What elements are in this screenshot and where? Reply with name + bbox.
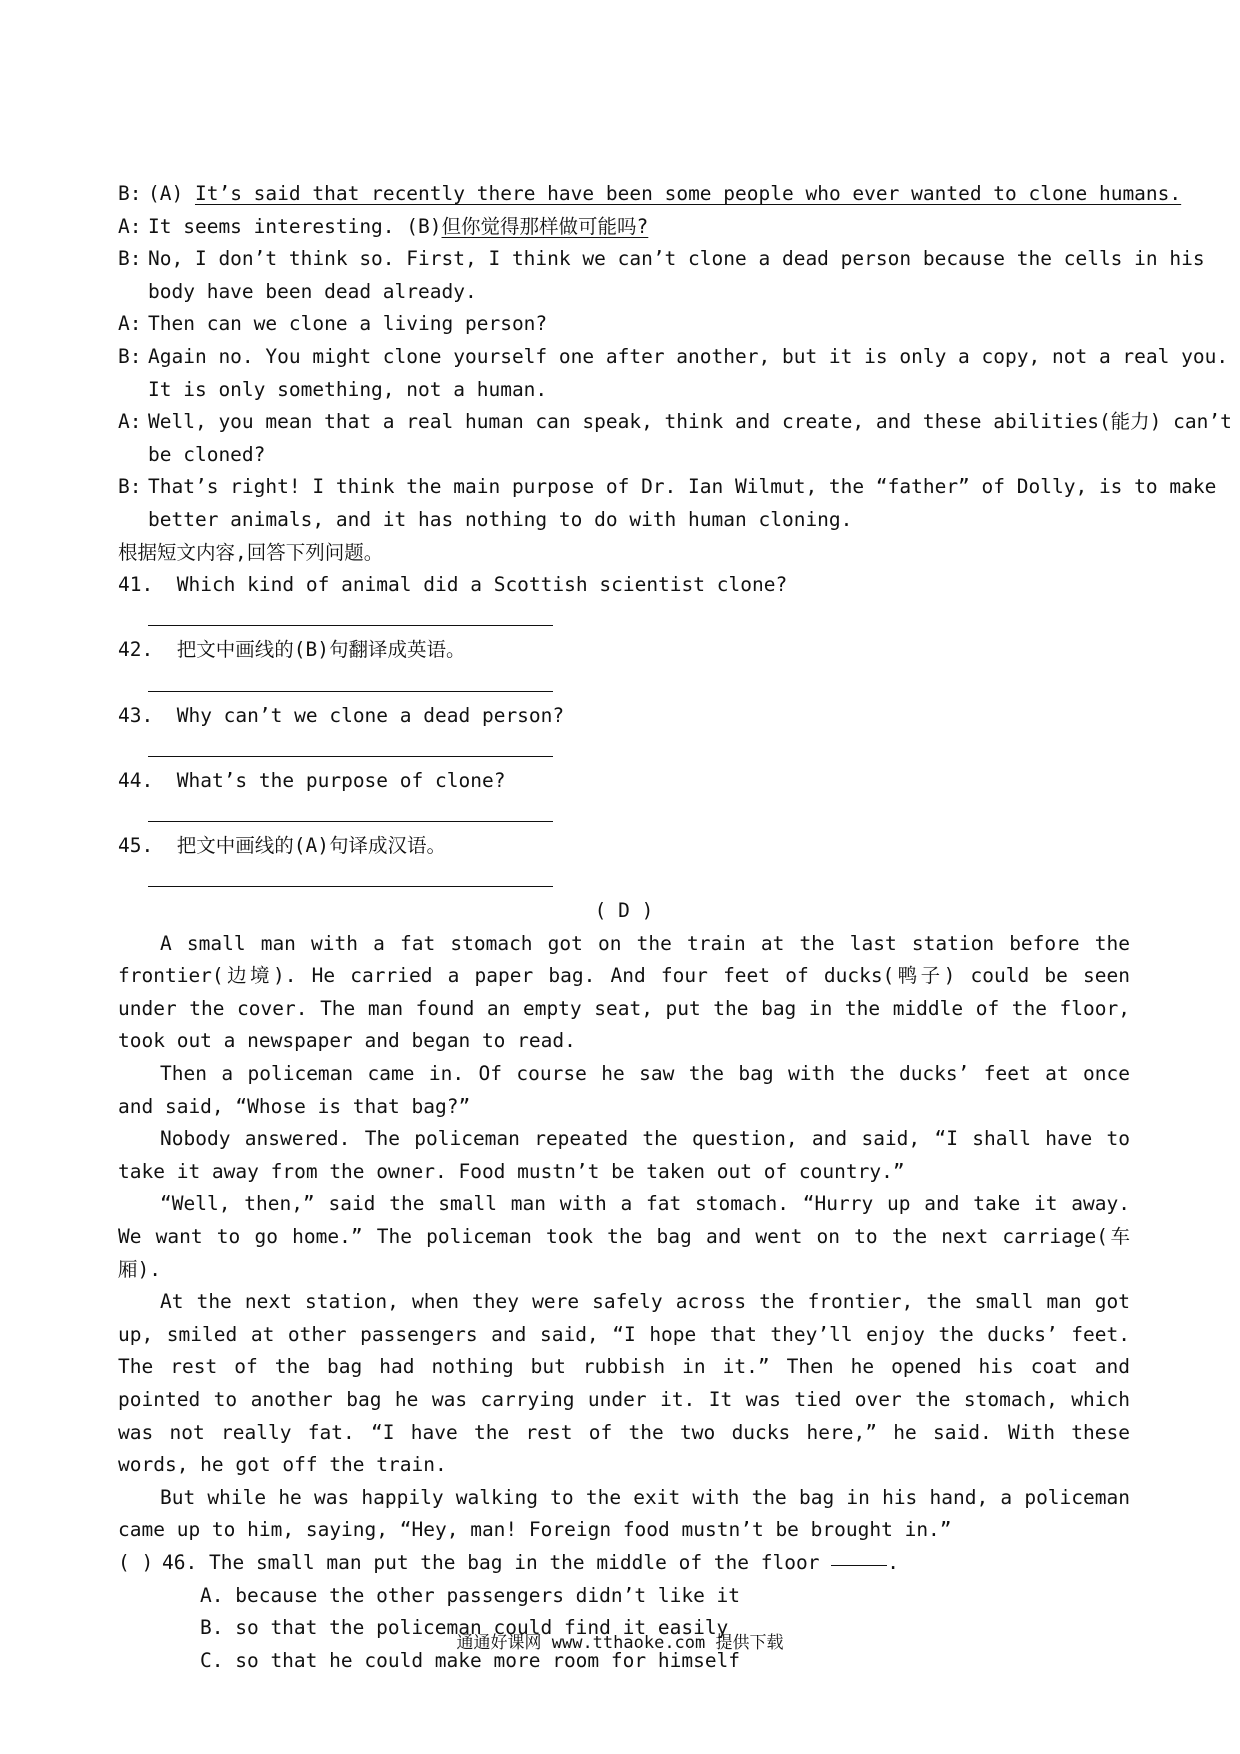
page-footer: 通通好课网 www.tthaoke.com 提供下载 — [456, 1633, 784, 1653]
question-number: 44. — [118, 768, 154, 792]
question-text: 把文中画线的(B)句翻译成英语。 — [176, 638, 466, 662]
speaker: B: — [118, 344, 142, 368]
question-text: Why can’t we clone a dead person? — [176, 703, 565, 727]
dialogue-line-1 — [118, 178, 1182, 211]
question-46 — [118, 1547, 1130, 1580]
dialogue-continuation: be cloned? — [148, 442, 266, 466]
question-text: 把文中画线的(A)句译成汉语。 — [176, 833, 446, 857]
answer-line-43[interactable] — [148, 732, 553, 765]
section-label: ( D ) — [594, 899, 654, 923]
question-41 — [118, 569, 1130, 602]
answer-line-41[interactable] — [148, 602, 553, 635]
speaker: B: — [118, 182, 142, 205]
answer-blank[interactable] — [831, 1547, 887, 1566]
dialogue-continuation: better animals, and it has nothing to do with human cloning. — [148, 507, 853, 531]
question-number: 46. — [162, 1550, 198, 1574]
option-a[interactable]: A. because the other passengers didn’t like it — [200, 1583, 741, 1607]
dialogue-text: That’s right! I think the main purpose of Dr. Ian Wilmut, the “father” of Dolly, is to make — [148, 475, 1217, 499]
question-text: What’s the purpose of clone? — [176, 768, 506, 792]
answer-bracket[interactable]: ( ) — [118, 1550, 154, 1574]
dialogue-line-5 — [118, 341, 1229, 374]
dialogue-continuation: body have been dead already. — [148, 279, 477, 303]
passage-paragraph-3: Nobody answered. The policeman repeated the question, and said, “I shall have to take it away from the owner. Food mustn’t be taken out of country.” — [118, 1127, 1130, 1183]
answer-line-45[interactable] — [148, 862, 553, 895]
label-a: (A) — [148, 182, 184, 205]
answer-line-44[interactable] — [148, 797, 553, 830]
speaker: B: — [118, 475, 142, 499]
question-stem: The small man put the bag in the middle of the floor — [208, 1550, 820, 1574]
question-number: 43. — [118, 703, 154, 727]
option-b[interactable]: B. so that the policeman could find it easily — [200, 1616, 729, 1640]
dialogue-continuation: It is only something, not a human. — [148, 377, 548, 401]
passage-paragraph-1: A small man with a fat stomach got on the train at the last station before the frontier(边境). He carried a paper bag. And four feet of ducks(鸭子) could be seen under the cover. The man found an empty seat, put the bag in the middle of the floor, took out a newspaper and began to read. — [118, 931, 1130, 1053]
dialogue-text: Well, you mean that a real human can speak, think and create, and these abilities(能力) can’t — [148, 410, 1232, 434]
dialogue-text: It seems interesting. — [148, 214, 395, 238]
speaker: B: — [118, 247, 142, 271]
question-45 — [118, 830, 1130, 863]
dialogue-text: Then can we clone a living person? — [148, 312, 548, 336]
dialogue-line-4 — [118, 308, 1130, 341]
passage-paragraph-5: At the next station, when they were safely across the frontier, the small man got up, smiled at other passengers and said, “I hope that they’ll enjoy the ducks’ feet. The rest of the bag had nothing but rubbish in it.” Then he opened his coat and pointed to another bag he was carrying under it. It was tied over the stomach, which was not really fat. “I have the rest of the two ducks here,” he said. With these words, he got off the train. — [118, 1290, 1130, 1477]
question-number: 42. — [118, 638, 154, 662]
instruction: 根据短文内容,回答下列问题。 — [118, 540, 384, 564]
underlined-sentence-a: It’s said that recently there have been some people who ever wanted to clone humans. — [194, 182, 1182, 205]
label-b: (B) — [406, 214, 442, 238]
passage-paragraph-2: Then a policeman came in. Of course he saw the bag with the ducks’ feet at once and said, “Whose is that bag?” — [118, 1062, 1130, 1118]
dialogue-text: No, I don’t think so. First, I think we can’t clone a dead person because the cells in his — [148, 247, 1205, 271]
dialogue-line-6 — [118, 406, 1232, 439]
speaker: A: — [118, 214, 142, 238]
question-44 — [118, 765, 1130, 798]
dialogue-line-2 — [118, 211, 1130, 244]
speaker: A: — [118, 410, 142, 434]
passage-paragraph-4: “Well, then,” said the small man with a fat stomach. “Hurry up and take it away. We want to go home.” The policeman took the bag and went on to the next carriage(车厢). — [118, 1192, 1130, 1281]
answer-line-42[interactable] — [148, 667, 553, 700]
question-number: 45. — [118, 833, 154, 857]
question-text: Which kind of animal did a Scottish scientist clone? — [176, 573, 788, 597]
dialogue-line-7 — [118, 471, 1217, 504]
speaker: A: — [118, 312, 142, 336]
dialogue-line-3 — [118, 243, 1205, 276]
question-43 — [118, 700, 1130, 733]
question-period: . — [887, 1550, 899, 1574]
underlined-sentence-b: 但你觉得那样做可能吗? — [441, 214, 649, 238]
question-number: 41. — [118, 573, 154, 597]
option-c[interactable]: C. so that he could make more room for himself — [200, 1648, 741, 1672]
document-page — [118, 178, 1232, 1677]
dialogue-text: Again no. You might clone yourself one after another, but it is only a copy, not a real you. — [148, 344, 1229, 368]
passage-paragraph-6: But while he was happily walking to the exit with the bag in his hand, a policeman came up to him, saying, “Hey, man! Foreign food mustn’t be brought in.” — [118, 1485, 1130, 1542]
question-42 — [118, 634, 1130, 667]
